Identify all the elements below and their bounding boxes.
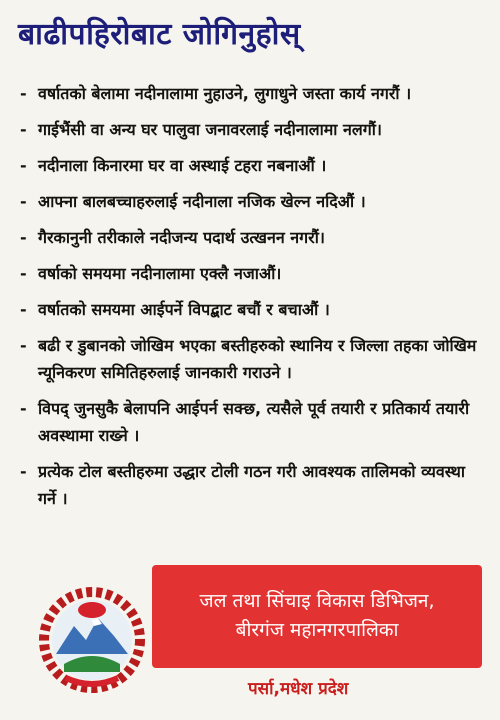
list-item-text: वर्षाको समयमा नदीनालामा एक्लै नजाऔं। [38, 264, 282, 283]
list-item-text: वर्षातको बेलामा नदीनालामा नुहाउने, लुगाधुने जस्ता कार्य नगरौं । [38, 84, 412, 103]
list-item-text: प्रत्येक टोल बस्तीहरुमा उद्धार टोली गठन गरी आवश्यक तालिमको व्यवस्था गर्ने । [38, 462, 466, 508]
list-item: - प्रत्येक टोल बस्तीहरुमा उद्धार टोली गठन गरी आवश्यक तालिमको व्यवस्था गर्ने । [20, 458, 482, 512]
nepal-emblem-icon [36, 582, 148, 694]
list-item: - वर्षातको बेलामा नदीनालामा नुहाउने, लुगाधुने जस्ता कार्य नगरौं । [20, 80, 482, 107]
list-item-text: विपद् जुनसुकै बेलापनि आईपर्न सक्छ, त्यसैले पूर्व तयारी र प्रतिकार्य तयारी अवस्थामा राख्ने । [38, 399, 470, 445]
list-item-text: आफ्ना बालबच्चाहरुलाई नदीनाला नजिक खेल्न नदिऔं । [38, 192, 366, 211]
list-item: - गाईभैंसी वा अन्य घर पालुवा जनावरलाई नदीनालामा नलगौं। [20, 116, 482, 143]
list-item-text: गैरकानुनी तरीकाले नदीजन्य पदार्थ उत्खनन नगरौं। [38, 228, 325, 247]
page-title: बाढीपहिरोबाट जोगिनुहोस् [18, 17, 301, 52]
list-item: - वर्षातको समयमा आईपर्ने विपद्बाट बचौं र बचाऔं । [20, 296, 482, 323]
list-item-text: वर्षातको समयमा आईपर्ने विपद्बाट बचौं र बचाऔं । [38, 300, 330, 319]
list-item-text: नदीनाला किनारमा घर वा अस्थाई टहरा नबनाऔं । [38, 156, 327, 175]
list-item: - वर्षाको समयमा नदीनालामा एक्लै नजाऔं। [20, 260, 482, 287]
list-item: - गैरकानुनी तरीकाले नदीजन्य पदार्थ उत्खनन नगरौं। [20, 224, 482, 251]
list-item: - नदीनाला किनारमा घर वा अस्थाई टहरा नबनाऔं । [20, 152, 482, 179]
advice-list [20, 80, 482, 521]
list-item: - विपद् जुनसुकै बेलापनि आईपर्न सक्छ, त्यसैले पूर्व तयारी र प्रतिकार्य तयारी अवस्थामा राख्ने । [20, 395, 482, 449]
location-label: पर्सा,मधेश प्रदेश [248, 679, 349, 699]
banner-line-2: बीरगंज महानगरपालिका [235, 619, 399, 641]
list-item-text: गाईभैंसी वा अन्य घर पालुवा जनावरलाई नदीनालामा नलगौं। [38, 120, 382, 139]
list-item: - बढी र डुबानको जोखिम भएका बस्तीहरुको स्थानिय र जिल्ला तहका जोखिम न्यूनिकरण समितिहरुलाई जानकारी गराउने । [20, 332, 482, 386]
banner-line-1: जल तथा सिंचाइ विकास डिभिजन, [199, 590, 435, 612]
list-item-text: बढी र डुबानको जोखिम भएका बस्तीहरुको स्थानिय र जिल्ला तहका जोखिम न्यूनिकरण समितिहरुलाई जानकारी गराउने । [38, 336, 477, 382]
organization-banner [152, 565, 482, 668]
list-item: - आफ्ना बालबच्चाहरुलाई नदीनाला नजिक खेल्न नदिऔं । [20, 188, 482, 215]
